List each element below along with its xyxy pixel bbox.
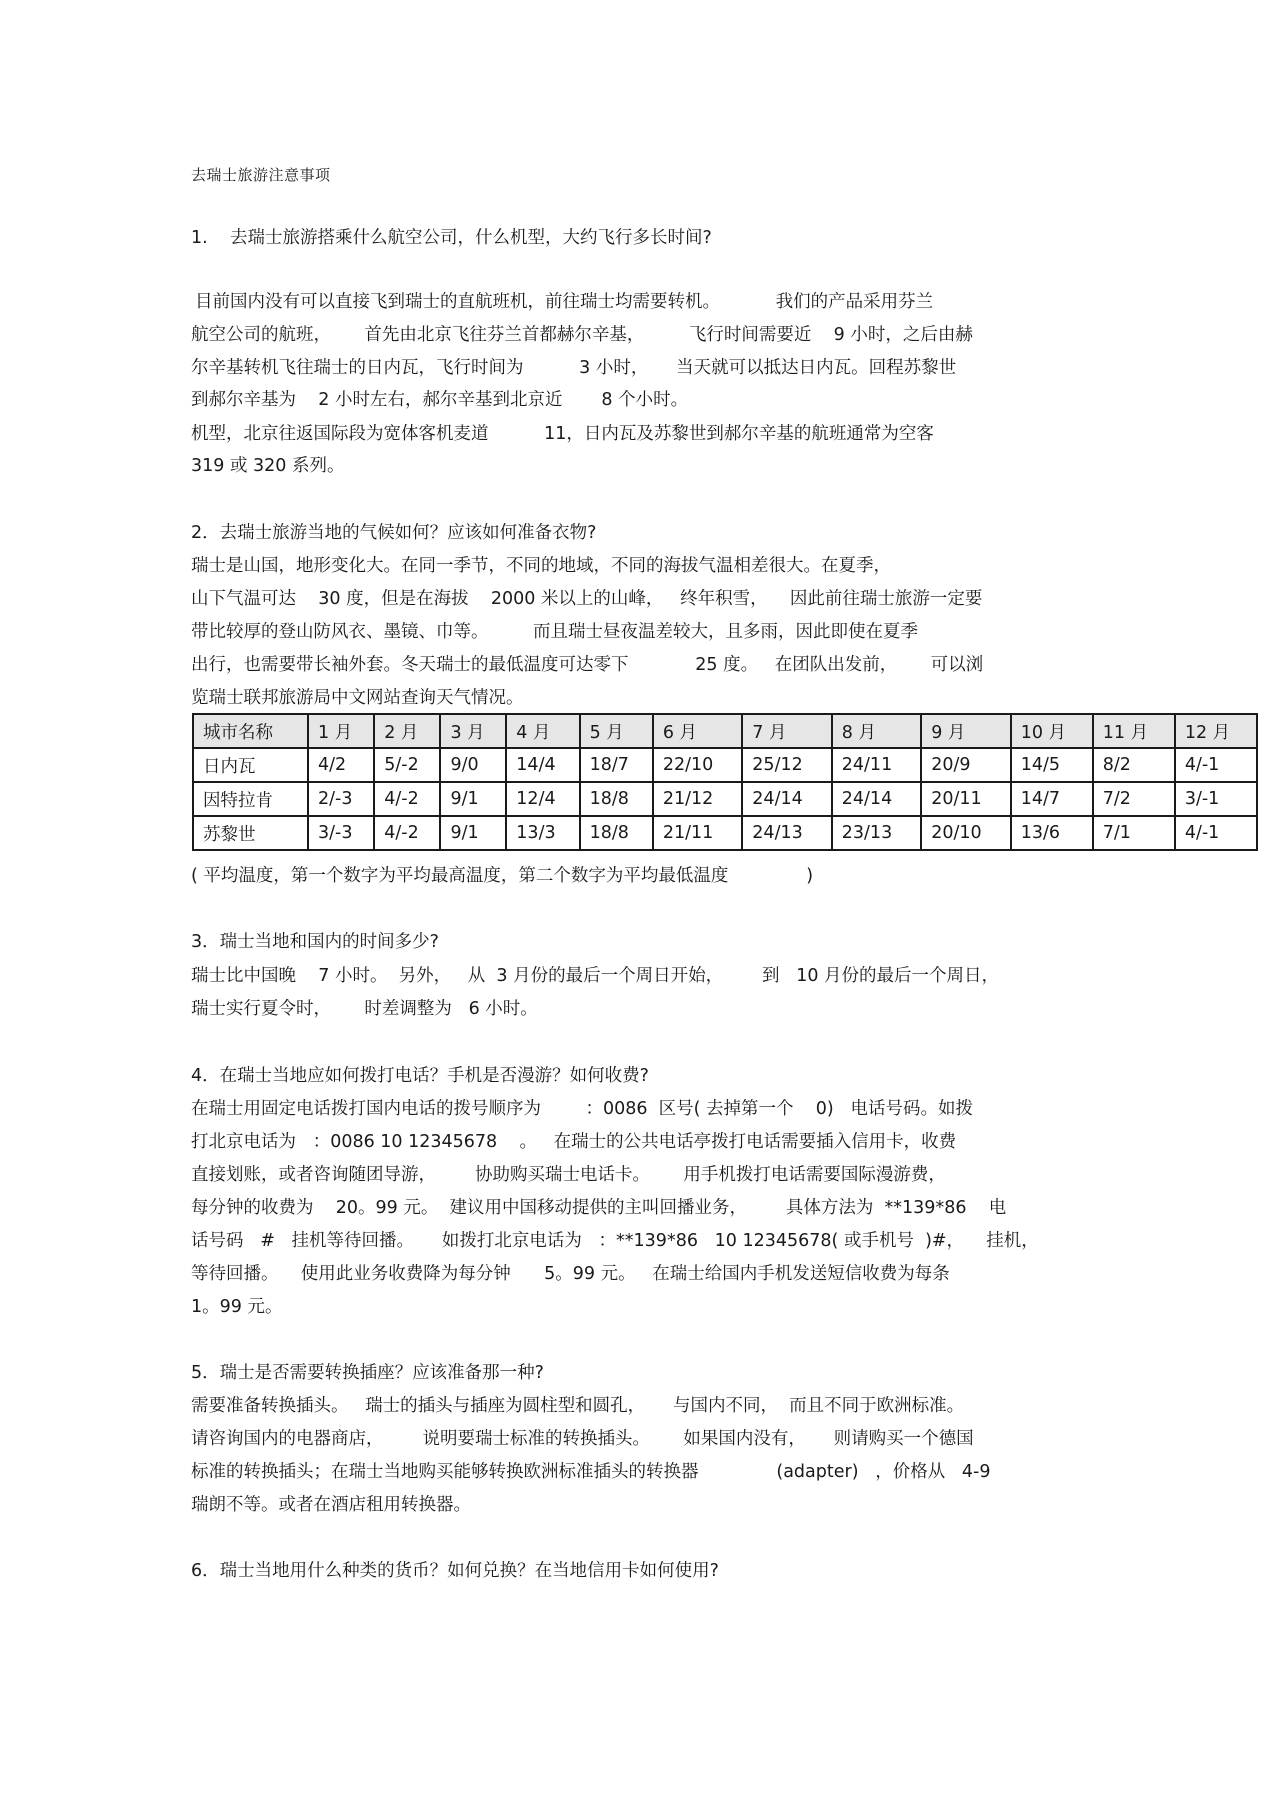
table-cell: 7/1	[1093, 816, 1175, 850]
section-2-line: 览瑞士联邦旅游局中文网站查询天气情况。	[191, 688, 524, 708]
table-cell: 4/-1	[1175, 816, 1257, 850]
document-title: 去瑞士旅游注意事项	[191, 166, 331, 184]
table-header-cell: 6 月	[653, 714, 742, 748]
table-header-cell: 7 月	[742, 714, 831, 748]
section-5-heading: 5．瑞士是否需要转换插座？应该准备那一种?	[191, 1363, 544, 1383]
table-header-cell: 8 月	[832, 714, 921, 748]
section-2-line: 瑞士是山国，地形变化大。在同一季节，不同的地域，不同的海拔气温相差很大。在夏季，	[191, 556, 891, 576]
table-row	[193, 782, 1257, 816]
table-cell: 8/2	[1093, 748, 1175, 782]
section-4-line: 每分钟的收费为 20。99 元。 建议用中国移动提供的主叫回播业务， 具体方法为 **139*86 电	[191, 1198, 1007, 1218]
table-cell-city: 因特拉肯	[193, 782, 308, 816]
table-cell: 25/12	[742, 748, 831, 782]
table-cell: 4/2	[308, 748, 374, 782]
table-cell: 9/1	[440, 816, 506, 850]
table-cell: 21/12	[653, 782, 742, 816]
section-4-line: 1。99 元。	[191, 1297, 283, 1317]
table-header-cell: 2 月	[374, 714, 440, 748]
table-cell: 3/-3	[308, 816, 374, 850]
section-5-line: 瑞朗不等。或者在酒店租用转换器。	[191, 1495, 471, 1515]
table-cell: 18/8	[580, 782, 653, 816]
table-header-cell: 10 月	[1011, 714, 1093, 748]
table-header-cell: 9 月	[921, 714, 1010, 748]
table-header-cell: 11 月	[1093, 714, 1175, 748]
section-2-heading: 2．去瑞士旅游当地的气候如何？应该如何准备衣物?	[191, 523, 597, 543]
table-cell: 14/5	[1011, 748, 1093, 782]
section-5-line: 需要准备转换插头。 瑞士的插头与插座为圆柱型和圆孔， 与国内不同， 而且不同于欧洲标准。	[191, 1396, 965, 1416]
table-cell: 2/-3	[308, 782, 374, 816]
table-cell: 9/1	[440, 782, 506, 816]
temperature-table	[192, 713, 1258, 851]
section-6-heading: 6．瑞士当地用什么种类的货币？如何兑换？在当地信用卡如何使用?	[191, 1561, 719, 1581]
table-cell: 3/-1	[1175, 782, 1257, 816]
table-cell: 20/11	[921, 782, 1010, 816]
table-cell: 12/4	[506, 782, 579, 816]
table-cell: 20/10	[921, 816, 1010, 850]
table-cell: 20/9	[921, 748, 1010, 782]
table-row	[193, 816, 1257, 850]
table-cell: 21/11	[653, 816, 742, 850]
section-1-line: 319 或 320 系列。	[191, 456, 345, 476]
table-header-cell: 1 月	[308, 714, 374, 748]
table-header-cell: 12 月	[1175, 714, 1257, 748]
table-cell-city: 日内瓦	[193, 748, 308, 782]
table-row	[193, 748, 1257, 782]
table-cell: 24/14	[832, 782, 921, 816]
section-3-heading: 3．瑞士当地和国内的时间多少?	[191, 932, 439, 952]
section-1-line: 尔辛基转机飞往瑞士的日内瓦，飞行时间为 3 小时， 当天就可以抵达日内瓦。回程苏黎世	[191, 358, 957, 378]
section-4-heading: 4．在瑞士当地应如何拨打电话？手机是否漫游？如何收费?	[191, 1066, 649, 1086]
table-cell: 9/0	[440, 748, 506, 782]
table-cell: 4/-2	[374, 782, 440, 816]
table-note: ( 平均温度，第一个数字为平均最高温度，第二个数字为平均最低温度 )	[191, 866, 814, 886]
table-cell: 24/11	[832, 748, 921, 782]
table-cell: 7/2	[1093, 782, 1175, 816]
section-4-line: 等待回播。 使用此业务收费降为每分钟 5。99 元。 在瑞士给国内手机发送短信收费为每条	[191, 1264, 950, 1284]
section-5-line: 标准的转换插头；在瑞士当地购买能够转换欧洲标准插头的转换器 (adapter) ，价格从 4-9	[191, 1462, 991, 1482]
table-header-cell: 城市名称	[193, 714, 308, 748]
table-cell: 4/-2	[374, 816, 440, 850]
section-1-line: 航空公司的航班， 首先由北京飞往芬兰首都赫尔辛基， 飞行时间需要近 9 小时，之后由赫	[191, 325, 973, 345]
section-4-line: 在瑞士用固定电话拨打国内电话的拨号顺序为 ：0086 区号( 去掉第一个 0) 电话号码。如拨	[191, 1099, 973, 1119]
table-header-cell: 3 月	[440, 714, 506, 748]
table-cell: 13/3	[506, 816, 579, 850]
table-cell: 24/14	[742, 782, 831, 816]
table-cell: 13/6	[1011, 816, 1093, 850]
table-header-cell: 5 月	[580, 714, 653, 748]
section-2-line: 带比较厚的登山防风衣、墨镜、巾等。 而且瑞士昼夜温差较大，且多雨，因此即使在夏季	[191, 622, 918, 642]
table-cell: 18/8	[580, 816, 653, 850]
table-header-row	[193, 714, 1257, 748]
table-cell: 14/7	[1011, 782, 1093, 816]
section-4-line: 打北京电话为 ：0086 10 12345678 。 在瑞士的公共电话亭拨打电话需要插入信用卡，收费	[191, 1132, 957, 1152]
section-1-line: 到郝尔辛基为 2 小时左右，郝尔辛基到北京近 8 个小时。	[191, 390, 689, 410]
table-cell: 4/-1	[1175, 748, 1257, 782]
table-cell-city: 苏黎世	[193, 816, 308, 850]
section-2-line: 山下气温可达 30 度，但是在海拔 2000 米以上的山峰， 终年积雪， 因此前往瑞士旅游一定要	[191, 589, 983, 609]
section-3-line: 瑞士比中国晚 7 小时。 另外， 从 3 月份的最后一个周日开始， 到 10 月份的最后一个周日，	[191, 966, 1000, 986]
table-cell: 18/7	[580, 748, 653, 782]
table-cell: 23/13	[832, 816, 921, 850]
section-4-line: 话号码 # 挂机等待回播。 如拨打北京电话为 ：**139*86 10 12345678( 或手机号 )#， 挂机，	[191, 1231, 1039, 1251]
section-1-line: 目前国内没有可以直接飞到瑞士的直航班机，前往瑞士均需要转机。 我们的产品采用芬兰	[195, 292, 934, 312]
table-header-cell: 4 月	[506, 714, 579, 748]
table-cell: 5/-2	[374, 748, 440, 782]
section-5-line: 请咨询国内的电器商店， 说明要瑞士标准的转换插头。 如果国内没有， 则请购买一个德国	[191, 1429, 974, 1449]
section-3-line: 瑞士实行夏令时， 时差调整为 6 小时。	[191, 999, 538, 1019]
table-cell: 24/13	[742, 816, 831, 850]
section-1-line: 机型，北京往返国际段为宽体客机麦道 11，日内瓦及苏黎世到郝尔辛基的航班通常为空客	[191, 424, 934, 444]
table-cell: 22/10	[653, 748, 742, 782]
table-cell: 14/4	[506, 748, 579, 782]
section-4-line: 直接划账，或者咨询随团导游， 协助购买瑞士电话卡。 用手机拨打电话需要国际漫游费，	[191, 1165, 946, 1185]
section-2-line: 出行，也需要带长袖外套。冬天瑞士的最低温度可达零下 25 度。 在团队出发前， 可以浏	[191, 655, 984, 675]
section-1-heading: 1. 去瑞士旅游搭乘什么航空公司，什么机型，大约飞行多长时间?	[191, 228, 712, 248]
